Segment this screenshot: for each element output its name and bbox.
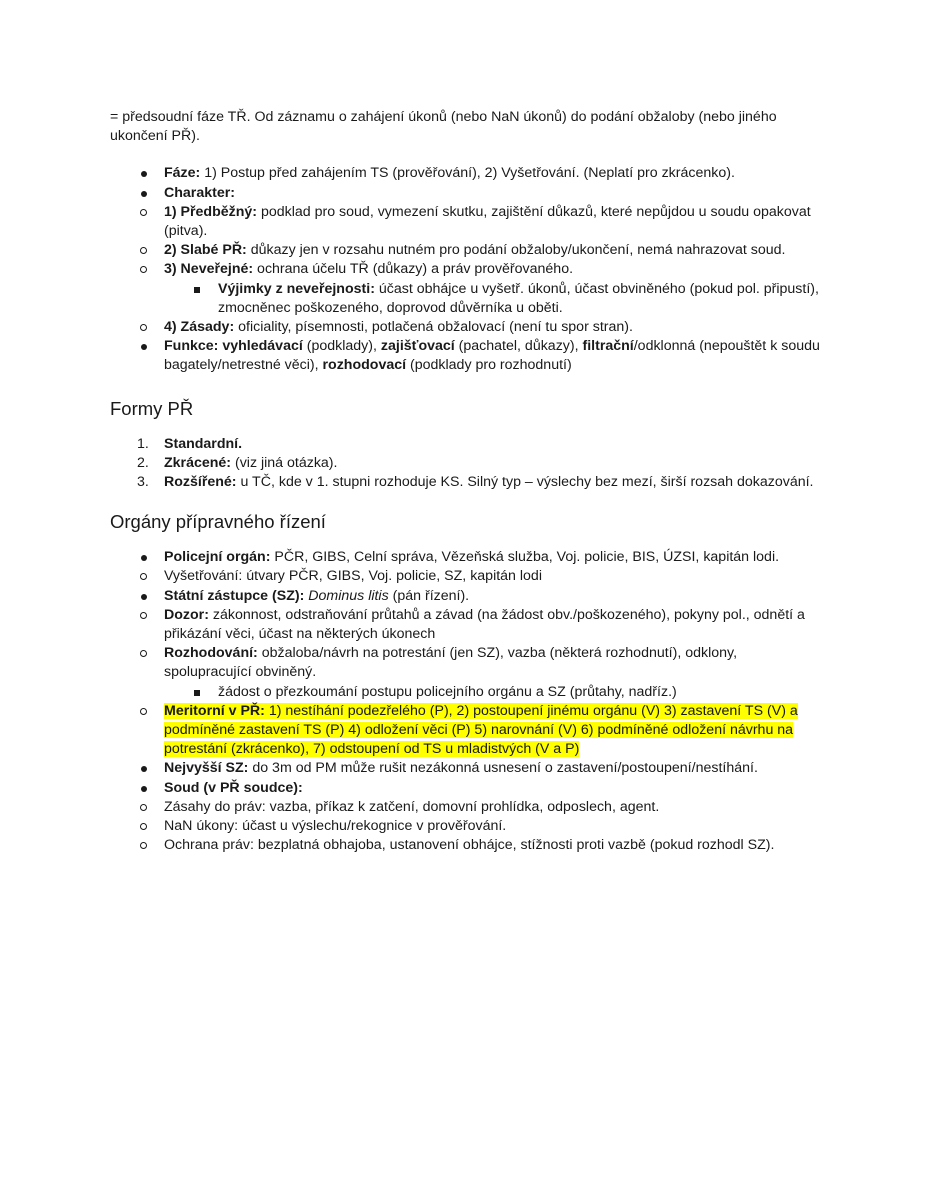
rozhodovani-label: Rozhodování: — [164, 645, 258, 662]
neverejne-sublist — [218, 280, 825, 318]
list-item-zadost: žádost o přezkoumání postupu policejního orgánu a SZ (průtahy, nadříz.) — [218, 683, 825, 702]
dozor-text: zákonnost, odstraňování průtahů a závad (na žádost obv./poškozeného), pokyny pol., odnětí a přikázání věci, účast na některých úkonech — [164, 606, 805, 643]
heading-formy: Formy PŘ — [110, 397, 194, 419]
funkce-rozhodovaci: rozhodovací — [322, 357, 407, 374]
nejvyssi-sz-label: Nejvyšší SZ: — [164, 760, 249, 777]
neverejne-label: 3) Neveřejné: — [164, 261, 254, 278]
soud-sublist — [110, 798, 825, 856]
statni-zastupce-sublist — [110, 606, 825, 760]
list-item-vyjimky — [218, 280, 825, 318]
dozor-label: Dozor: — [164, 606, 209, 623]
list-item-rozhodovani — [56, 644, 825, 702]
rozsirene-label: Rozšířené: — [164, 474, 237, 491]
predbezny-text: podklad pro soud, vymezení skutku, zajištění důkazů, které nepůjdou u soudu opakovat (pitva). — [164, 203, 811, 240]
neverejne-text: ochrana účelu TŘ (důkazy) a práv prověřovaného. — [253, 261, 574, 278]
charakter-sublist — [110, 203, 825, 337]
formy-list — [110, 435, 825, 493]
list-item-charakter — [110, 184, 825, 338]
funkce-zajistovaci: zajišťovací — [380, 338, 455, 355]
list-item-neverejne — [56, 260, 825, 318]
zkracene-text: (viz jiná otázka). — [231, 454, 338, 471]
list-item-ochrana-prav: Ochrana práv: bezplatná obhajoba, ustanovení obhájce, stížnosti proti vazbě (pokud rozhodl SZ). — [56, 836, 825, 855]
soud-label: Soud (v PŘ soudce): — [164, 779, 303, 796]
list-item-funkce — [110, 337, 825, 375]
predbezny-label: 1) Předběžný: — [164, 203, 258, 220]
list-item-nejvyssi-sz — [110, 759, 825, 778]
vyjimky-text: účast obhájce u vyšetř. úkonů, účast obviněného (pokud pol. připustí), zmocněnec poškozeného, doprovod důvěrníka u oběti. — [218, 280, 819, 316]
list-item-policejni-organ — [110, 548, 825, 586]
characteristics-list — [110, 164, 825, 375]
list-item-dozor — [56, 606, 825, 644]
statni-zastupce-text: (pán řízení). — [388, 587, 470, 604]
nejvyssi-sz-text: do 3m od PM může rušit nezákonná usnesení o zastavení/postoupení/nestíhání. — [248, 760, 758, 777]
policejni-organ-sublist — [110, 567, 825, 586]
item-number: 2. — [137, 454, 149, 471]
policejni-organ-label: Policejní orgán: — [164, 549, 271, 566]
funkce-vyhledavaci: vyhledávací — [218, 338, 303, 355]
zasady-text: oficiality, písemnosti, potlačená obžalovací (není tu spor stran). — [234, 319, 633, 336]
intro-paragraph: = předsoudní fáze TŘ. Od záznamu o zahájení úkonů (nebo NaN úkonů) do podání obžaloby (nebo jiného ukončení PŘ). — [110, 109, 777, 145]
list-item-meritorni — [56, 702, 825, 760]
faze-label: Fáze: — [164, 165, 201, 182]
zkracene-label: Zkrácené: — [164, 454, 232, 471]
slabe-text: důkazy jen v rozsahu nutném pro podání obžaloby/ukončení, nemá nahrazovat soud. — [246, 242, 786, 259]
zasady-label: 4) Zásady: — [164, 319, 235, 336]
list-item-nan-ukony: NaN úkony: účast u výslechu/rekognice v prověřování. — [56, 817, 825, 836]
standardni-label: Standardní. — [164, 435, 243, 452]
list-item-rozsirene — [110, 473, 825, 492]
policejni-organ-text: PČR, GIBS, Celní správa, Vězeňská služba, Voj. policie, BIS, ÚZSI, kapitán lodi. — [270, 549, 780, 566]
vyjimky-label: Výjimky z neveřejnosti: — [218, 280, 375, 297]
document-page — [110, 108, 825, 856]
list-item-standardni — [110, 435, 825, 454]
item-number: 3. — [137, 474, 149, 491]
faze-text: 1) Postup před zahájením TS (prověřování), 2) Vyšetřování. (Neplatí pro zkrácenko). — [200, 165, 735, 182]
rozsirene-text: u TČ, kde v 1. stupni rozhoduje KS. Silný typ – výslechy bez mezí, širší rozsah dokazování. — [236, 474, 814, 491]
funkce-filtracni: filtrační — [582, 338, 634, 355]
dominus-litis: Dominus litis — [308, 587, 389, 604]
list-item-faze — [110, 164, 825, 183]
list-item-soud — [110, 779, 825, 856]
list-item-vysetrovani: Vyšetřování: útvary PČR, GIBS, Voj. policie, SZ, kapitán lodi — [56, 567, 825, 586]
list-item-statni-zastupce — [110, 587, 825, 760]
list-item-zkracene — [110, 454, 825, 473]
meritorni-label: Meritorní v PŘ: — [164, 702, 265, 719]
rozhodovani-sublist — [218, 683, 825, 702]
funkce-label: Funkce: — [164, 338, 219, 355]
list-item-predbezny — [56, 203, 825, 241]
statni-zastupce-label: Státní zástupce (SZ): — [164, 587, 305, 604]
rozhodovani-text: obžaloba/návrh na potrestání (jen SZ), vazba (některá rozhodnutí), odklony, spolupracující obviněný. — [164, 645, 738, 681]
slabe-label: 2) Slabé PŘ: — [164, 242, 247, 259]
funkce-vyhledavaci-text: (podklady), — [302, 338, 381, 355]
list-item-zasady — [56, 318, 825, 337]
heading-organy: Orgány přípravného řízení — [110, 511, 326, 533]
list-item-slabe — [56, 241, 825, 260]
item-number: 1. — [137, 435, 149, 452]
list-item-zasahy: Zásahy do práv: vazba, příkaz k zatčení, domovní prohlídka, odposlech, agent. — [56, 798, 825, 817]
organy-list — [110, 548, 825, 855]
funkce-zajistovaci-text: (pachatel, důkazy), — [454, 338, 583, 355]
charakter-label: Charakter: — [164, 184, 235, 201]
meritorni-text: 1) nestíhání podezřelého (P), 2) postoupení jinému orgánu (V) 3) zastavení TS (V) a podmíněné zastavení TS (P) 4) odložení věci (P) 5) narovnání (V) 6) podmíněné odložení návrhu na potrestání (zkrácenko), 7) odstoupení od TS u mladistvých (V a P) — [164, 702, 798, 758]
highlighted-text — [164, 703, 798, 757]
funkce-filtracni-text: /odklonná (nepouštět k soudu bagately/netrestné věci), — [164, 338, 820, 374]
funkce-rozhodovaci-text: (podklady pro rozhodnutí) — [406, 357, 572, 374]
